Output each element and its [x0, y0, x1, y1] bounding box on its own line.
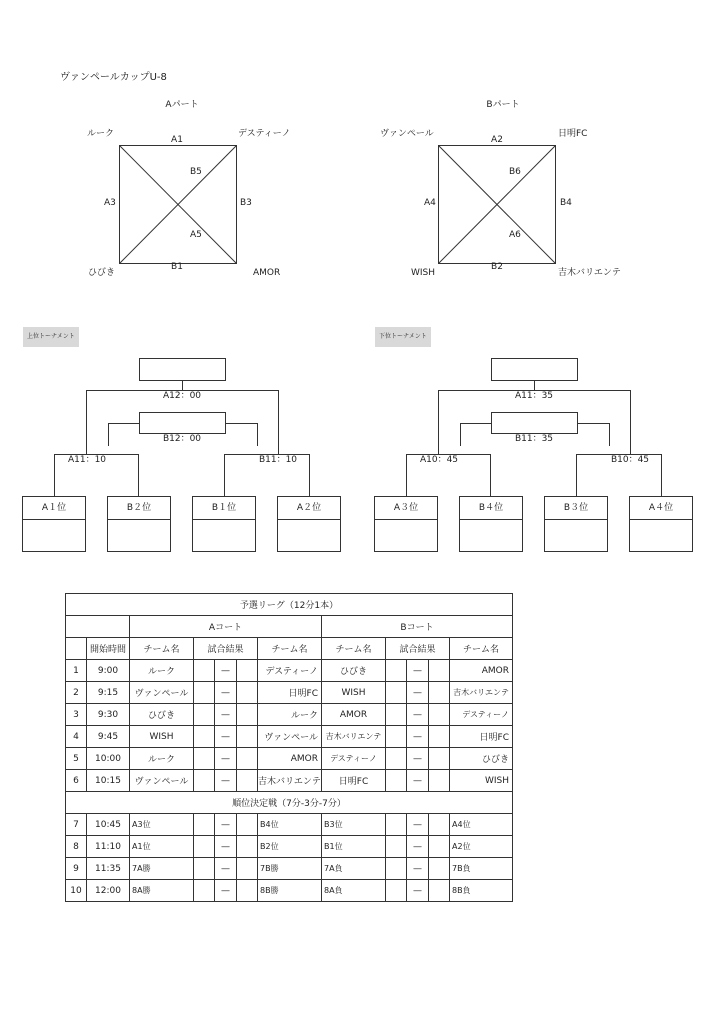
col-no-header — [66, 638, 87, 660]
court-a-score-1[interactable] — [194, 704, 215, 726]
court-a-team-2: 7B勝 — [258, 858, 322, 880]
court-a-team-1: ルーク — [130, 748, 194, 770]
col-b-result-header: 試合結果 — [386, 638, 450, 660]
court-a-score-2[interactable] — [237, 748, 258, 770]
court-b-team-1: デスティーノ — [322, 748, 386, 770]
col-time-header: 開始時間 — [87, 638, 130, 660]
upper-slot-1-label: A１位 — [23, 497, 85, 520]
court-a-team-1: WISH — [130, 726, 194, 748]
court-b-team-2: A2位 — [450, 836, 513, 858]
court-b-team-1: AMOR — [322, 704, 386, 726]
court-b-score-2[interactable] — [429, 858, 450, 880]
ranking-title-row — [66, 792, 513, 814]
court-a-dash: — — [215, 858, 237, 880]
court-a-team-1: ルーク — [130, 660, 194, 682]
lower-slot-2 — [459, 496, 523, 552]
court-a-team-2: 8B勝 — [258, 880, 322, 902]
court-a-team-2: AMOR — [258, 748, 322, 770]
schedule-title: 予選リーグ（12分1本） — [66, 594, 513, 616]
upper-slot-3-label: B１位 — [193, 497, 255, 520]
court-b-team-1: B1位 — [322, 836, 386, 858]
lower-slot-4 — [629, 496, 693, 552]
document-title: ヴァンペールカップU-8 — [60, 72, 167, 83]
court-b-score-1[interactable] — [386, 704, 407, 726]
match-number: 9 — [66, 858, 87, 880]
court-b-score-1[interactable] — [386, 682, 407, 704]
court-b-team-2: ひびき — [450, 748, 513, 770]
lower-slot-1 — [374, 496, 438, 552]
match-number: 4 — [66, 726, 87, 748]
league-b-match-diag-lower: A6 — [509, 230, 521, 240]
court-b-score-2[interactable] — [429, 880, 450, 902]
court-a-dash: — — [215, 836, 237, 858]
court-b-header: Bコート — [322, 616, 513, 638]
lower-third-label: B11：35 — [514, 434, 554, 444]
court-b-team-2: AMOR — [450, 660, 513, 682]
court-a-team-1: ヴァンペール — [130, 770, 194, 792]
lower-semi-left-label: A10：45 — [419, 455, 459, 465]
match-row — [66, 814, 513, 836]
match-time: 11:10 — [87, 836, 130, 858]
court-a-team-2: B4位 — [258, 814, 322, 836]
match-row — [66, 836, 513, 858]
match-number: 3 — [66, 704, 87, 726]
col-a-team2-header: チーム名 — [258, 638, 322, 660]
lower-slot-1-label: A３位 — [375, 497, 437, 520]
court-b-score-1[interactable] — [386, 858, 407, 880]
court-b-score-2[interactable] — [429, 814, 450, 836]
league-b-match-right: B4 — [560, 198, 572, 208]
court-b-score-2[interactable] — [429, 682, 450, 704]
court-a-score-2[interactable] — [237, 880, 258, 902]
court-b-team-2: デスティーノ — [450, 704, 513, 726]
court-a-team-1: A1位 — [130, 836, 194, 858]
court-a-score-1[interactable] — [194, 682, 215, 704]
court-a-score-2[interactable] — [237, 836, 258, 858]
match-row — [66, 726, 513, 748]
court-b-score-1[interactable] — [386, 770, 407, 792]
court-a-team-2: 日明FC — [258, 682, 322, 704]
court-b-dash: — — [407, 770, 429, 792]
court-b-team-2: 日明FC — [450, 726, 513, 748]
court-b-score-2[interactable] — [429, 770, 450, 792]
league-a-team-tl: ルーク — [87, 129, 115, 139]
court-b-dash: — — [407, 814, 429, 836]
league-b-team-tl: ヴァンペール — [380, 129, 434, 139]
upper-semi-left-label: A11：10 — [67, 455, 107, 465]
match-number: 2 — [66, 682, 87, 704]
upper-final-label: A12：00 — [162, 391, 202, 401]
court-b-team-1: 8A負 — [322, 880, 386, 902]
league-b-heading: Bパート — [486, 100, 520, 110]
court-a-team-1: ひびき — [130, 704, 194, 726]
court-a-team-1: ヴァンペール — [130, 682, 194, 704]
court-a-score-2[interactable] — [237, 660, 258, 682]
league-b-match-top: A2 — [491, 135, 503, 145]
col-a-result-header: 試合結果 — [194, 638, 258, 660]
league-a-team-br: AMOR — [253, 268, 281, 278]
court-a-dash: — — [215, 880, 237, 902]
lower-slot-2-label: B４位 — [460, 497, 522, 520]
match-number: 1 — [66, 660, 87, 682]
league-a-match-diag-lower: A5 — [190, 230, 202, 240]
upper-slot-4 — [277, 496, 341, 552]
court-b-dash: — — [407, 704, 429, 726]
court-b-team-2: 8B負 — [450, 880, 513, 902]
court-b-team-1: 7A負 — [322, 858, 386, 880]
court-b-dash: — — [407, 660, 429, 682]
schedule-table — [65, 593, 513, 902]
court-b-team-2: 7B負 — [450, 858, 513, 880]
court-a-score-1[interactable] — [194, 726, 215, 748]
court-b-team-2: A4位 — [450, 814, 513, 836]
league-b-team-tr: 日明FC — [558, 129, 588, 139]
match-time: 10:00 — [87, 748, 130, 770]
league-b-match-bottom: B2 — [491, 262, 503, 272]
match-row — [66, 770, 513, 792]
match-time: 12:00 — [87, 880, 130, 902]
lower-slot-3-label: B３位 — [545, 497, 607, 520]
court-a-team-1: 8A勝 — [130, 880, 194, 902]
league-b-team-br: 吉木バリエンテ — [558, 268, 621, 278]
match-number: 10 — [66, 880, 87, 902]
league-b-match-diag-upper: B6 — [509, 167, 521, 177]
lower-final-winner-slot — [491, 358, 578, 381]
court-b-score-1[interactable] — [386, 836, 407, 858]
match-time: 10:45 — [87, 814, 130, 836]
league-a-match-left: A3 — [104, 198, 116, 208]
court-a-dash: — — [215, 704, 237, 726]
court-a-team-2: ルーク — [258, 704, 322, 726]
match-time: 9:00 — [87, 660, 130, 682]
court-b-score-2[interactable] — [429, 836, 450, 858]
match-time: 9:45 — [87, 726, 130, 748]
court-b-team-1: B3位 — [322, 814, 386, 836]
lower-bracket-tag: 下位トーナメント — [375, 327, 431, 347]
court-a-score-1[interactable] — [194, 858, 215, 880]
court-b-dash: — — [407, 880, 429, 902]
court-a-score-2[interactable] — [237, 704, 258, 726]
court-b-score-2[interactable] — [429, 726, 450, 748]
court-b-team-1: 日明FC — [322, 770, 386, 792]
upper-final-winner-slot — [139, 358, 226, 381]
upper-semi-right-label: B11：10 — [258, 455, 298, 465]
court-a-score-1[interactable] — [194, 814, 215, 836]
court-b-score-2[interactable] — [429, 704, 450, 726]
court-a-team-2: B2位 — [258, 836, 322, 858]
upper-slot-2 — [107, 496, 171, 552]
court-b-score-1[interactable] — [386, 726, 407, 748]
match-row — [66, 660, 513, 682]
league-a-match-right: B3 — [240, 198, 252, 208]
league-a-match-diag-upper: B5 — [190, 167, 202, 177]
court-b-team-1: 吉木バリエンテ — [322, 726, 386, 748]
court-a-dash: — — [215, 726, 237, 748]
court-a-score-2[interactable] — [237, 814, 258, 836]
league-a-team-bl: ひびき — [88, 268, 116, 278]
match-row — [66, 704, 513, 726]
court-blank — [66, 616, 130, 638]
court-a-team-2: デスティーノ — [258, 660, 322, 682]
ranking-title: 順位決定戦（7分-3分-7分） — [66, 792, 513, 814]
match-row — [66, 880, 513, 902]
court-a-score-2[interactable] — [237, 682, 258, 704]
court-a-score-1[interactable] — [194, 660, 215, 682]
court-a-score-1[interactable] — [194, 880, 215, 902]
court-b-score-2[interactable] — [429, 660, 450, 682]
league-a-heading: Aパート — [165, 100, 199, 110]
lower-slot-3 — [544, 496, 608, 552]
match-time: 10:15 — [87, 770, 130, 792]
upper-slot-4-label: A２位 — [278, 497, 340, 520]
league-a-match-bottom: B1 — [171, 262, 183, 272]
col-b-team1-header: チーム名 — [322, 638, 386, 660]
upper-third-label: B12：00 — [162, 434, 202, 444]
match-row — [66, 748, 513, 770]
col-a-team1-header: チーム名 — [130, 638, 194, 660]
match-time: 9:15 — [87, 682, 130, 704]
court-a-score-2[interactable] — [237, 858, 258, 880]
court-a-score-1[interactable] — [194, 770, 215, 792]
match-time: 11:35 — [87, 858, 130, 880]
court-b-team-2: 吉木バリエンテ — [450, 682, 513, 704]
court-b-team-2: WISH — [450, 770, 513, 792]
court-a-dash: — — [215, 748, 237, 770]
court-a-dash: — — [215, 660, 237, 682]
upper-bracket-tag: 上位トーナメント — [23, 327, 79, 347]
court-a-team-2: 吉木バリエンテ — [258, 770, 322, 792]
league-a-match-top: A1 — [171, 135, 183, 145]
court-b-score-1[interactable] — [386, 880, 407, 902]
court-a-team-1: 7A勝 — [130, 858, 194, 880]
lower-semi-right-label: B10：45 — [610, 455, 650, 465]
court-a-dash: — — [215, 814, 237, 836]
court-a-score-2[interactable] — [237, 770, 258, 792]
match-number: 8 — [66, 836, 87, 858]
match-number: 7 — [66, 814, 87, 836]
court-b-dash: — — [407, 682, 429, 704]
court-b-score-1[interactable] — [386, 748, 407, 770]
lower-final-label: A11：35 — [514, 391, 554, 401]
court-b-dash: — — [407, 726, 429, 748]
upper-third-winner-slot — [139, 412, 226, 434]
court-b-team-1: WISH — [322, 682, 386, 704]
match-time: 9:30 — [87, 704, 130, 726]
upper-slot-1 — [22, 496, 86, 552]
court-b-dash: — — [407, 748, 429, 770]
court-a-dash: — — [215, 682, 237, 704]
court-a-score-2[interactable] — [237, 726, 258, 748]
league-b-match-left: A4 — [424, 198, 436, 208]
court-a-dash: — — [215, 770, 237, 792]
court-b-score-2[interactable] — [429, 748, 450, 770]
match-row — [66, 858, 513, 880]
court-a-team-2: ヴァンペール — [258, 726, 322, 748]
court-b-score-1[interactable] — [386, 660, 407, 682]
league-b-team-bl: WISH — [411, 268, 436, 278]
court-b-dash: — — [407, 836, 429, 858]
court-a-score-1[interactable] — [194, 748, 215, 770]
court-a-header: Aコート — [130, 616, 322, 638]
upper-slot-2-label: B２位 — [108, 497, 170, 520]
match-number: 5 — [66, 748, 87, 770]
lower-third-winner-slot — [491, 412, 578, 434]
upper-slot-3 — [192, 496, 256, 552]
court-a-team-1: A3位 — [130, 814, 194, 836]
match-number: 6 — [66, 770, 87, 792]
court-a-score-1[interactable] — [194, 836, 215, 858]
col-b-team2-header: チーム名 — [450, 638, 513, 660]
court-b-score-1[interactable] — [386, 814, 407, 836]
match-row — [66, 682, 513, 704]
lower-slot-4-label: A４位 — [630, 497, 692, 520]
court-b-dash: — — [407, 858, 429, 880]
court-b-team-1: ひびき — [322, 660, 386, 682]
league-a-team-tr: デスティーノ — [238, 129, 291, 139]
